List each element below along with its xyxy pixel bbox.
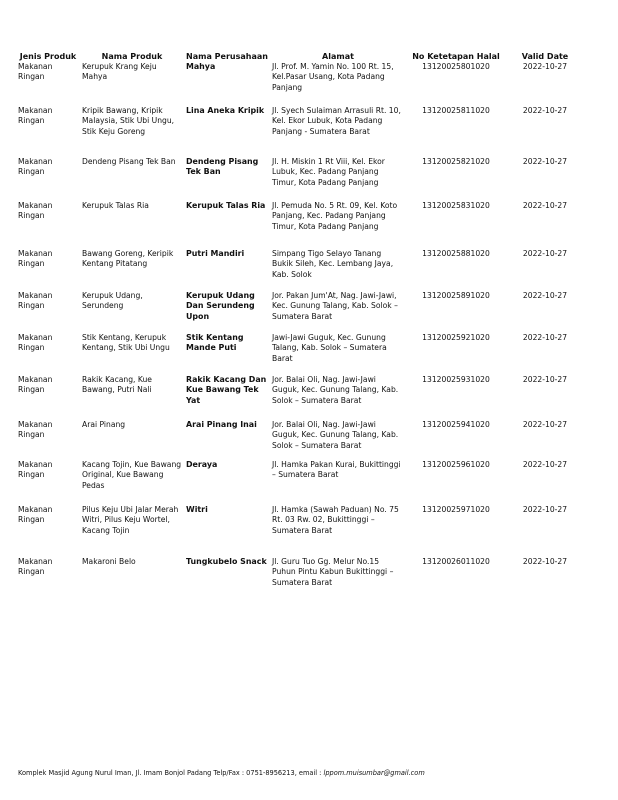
- cell-nama-perusahaan: Lina Aneka Kripik: [186, 106, 265, 115]
- cell-valid-date: 2022-10-27: [522, 249, 568, 258]
- cell-nama-perusahaan: Kerupuk Udang Dan Serundeng Upon: [186, 291, 255, 321]
- table-row: [16, 106, 584, 157]
- cell-jenis-produk: Makanan Ringan: [18, 106, 53, 126]
- cell-alamat: Jl. Syech Sulaiman Arrasuli Rt. 10, Kel. Ekor Lubuk, Kota Padang Panjang - Sumatera Barat: [272, 106, 401, 136]
- cell-jenis-produk: Makanan Ringan: [18, 460, 53, 480]
- table-row: [16, 249, 584, 291]
- table-row: [16, 157, 584, 201]
- cell-alamat: Jor. Balai Oli, Nag. Jawi-Jawi Guguk, Kec. Gunung Talang, Kab. Solok – Sumatera Barat: [272, 375, 399, 405]
- cell-nama-produk: Dendeng Pisang Tek Ban: [82, 157, 176, 166]
- cell-alamat: Jl. Hamka (Sawah Paduan) No. 75 Rt. 03 Rw. 02, Bukittinggi – Sumatera Barat: [272, 505, 399, 535]
- table-header-row: [16, 52, 584, 62]
- cell-no-ketetapan-halal: 13120025881020: [422, 249, 490, 258]
- cell-no-ketetapan-halal: 13120025921020: [422, 333, 490, 342]
- cell-jenis-produk: Makanan Ringan: [18, 505, 53, 525]
- cell-alamat: Jawi-Jawi Guguk, Kec. Gunung Talang, Kab. Solok – Sumatera Barat: [272, 333, 387, 363]
- cell-nama-perusahaan: Witri: [186, 505, 208, 514]
- cell-alamat: Jl. Pemuda No. 5 Rt. 09, Kel. Koto Panjang, Kec. Padang Panjang Timur, Kota Padang Panjang: [272, 201, 398, 231]
- cell-jenis-produk: Makanan Ringan: [18, 333, 53, 353]
- cell-nama-perusahaan: Arai Pinang Inai: [186, 420, 257, 429]
- cell-alamat: Jl. Prof. M. Yamin No. 100 Rt. 15, Kel.Pasar Usang, Kota Padang Panjang: [272, 62, 394, 92]
- cell-valid-date: 2022-10-27: [522, 505, 568, 514]
- cell-valid-date: 2022-10-27: [522, 201, 568, 210]
- header-nama-produk: Nama Produk: [101, 52, 163, 61]
- cell-no-ketetapan-halal: 13120025931020: [422, 375, 490, 384]
- cell-nama-produk: Bawang Goreng, Keripik Kentang Pitatang: [82, 249, 174, 269]
- header-jenis-produk: Jenis Produk: [19, 52, 77, 61]
- cell-jenis-produk: Makanan Ringan: [18, 557, 53, 577]
- cell-no-ketetapan-halal: 13120025821020: [422, 157, 490, 166]
- cell-nama-perusahaan: Dendeng Pisang Tek Ban: [186, 157, 259, 177]
- header-valid-date: Valid Date: [521, 52, 569, 61]
- table-row: [16, 505, 584, 557]
- cell-no-ketetapan-halal: 13120025891020: [422, 291, 490, 300]
- cell-jenis-produk: Makanan Ringan: [18, 291, 53, 311]
- cell-nama-produk: Kacang Tojin, Kue Bawang Original, Kue Bawang Pedas: [82, 460, 182, 490]
- footer-address: Komplek Masjid Agung Nurul Iman, Jl. Imam Bonjol Padang Telp/Fax : 0751-8956213, email :: [18, 769, 324, 777]
- cell-jenis-produk: Makanan Ringan: [18, 375, 53, 395]
- cell-valid-date: 2022-10-27: [522, 375, 568, 384]
- cell-no-ketetapan-halal: 13120025941020: [422, 420, 490, 429]
- cell-nama-produk: Kerupuk Talas Ria: [82, 201, 149, 210]
- cell-no-ketetapan-halal: 13120025801020: [422, 62, 490, 71]
- cell-no-ketetapan-halal: 13120025971020: [422, 505, 490, 514]
- table-row: [16, 62, 584, 106]
- cell-alamat: Jor. Pakan Jum'At, Nag. Jawi-Jawi, Kec. Gunung Talang, Kab. Solok – Sumatera Barat: [272, 291, 398, 321]
- header-nama-perusahaan: Nama Perusahaan: [186, 52, 268, 61]
- cell-no-ketetapan-halal: 13120026011020: [422, 557, 490, 566]
- cell-alamat: Jor. Balai Oli, Nag. Jawi-Jawi Guguk, Kec. Gunung Talang, Kab. Solok – Sumatera Barat: [272, 420, 399, 450]
- cell-valid-date: 2022-10-27: [522, 557, 568, 566]
- cell-nama-produk: Arai Pinang: [82, 420, 126, 429]
- cell-no-ketetapan-halal: 13120025831020: [422, 201, 490, 210]
- cell-alamat: Simpang Tigo Selayo Tanang Bukik Sileh, Kec. Lembang Jaya, Kab. Solok: [272, 249, 394, 279]
- cell-no-ketetapan-halal: 13120025811020: [422, 106, 490, 115]
- cell-nama-perusahaan: Mahya: [186, 62, 216, 71]
- table-row: [16, 375, 584, 420]
- cell-no-ketetapan-halal: 13120025961020: [422, 460, 490, 469]
- cell-nama-produk: Kerupuk Udang, Serundeng: [82, 291, 143, 311]
- cell-alamat: Jl. Hamka Pakan Kurai, Bukittinggi – Sumatera Barat: [272, 460, 401, 480]
- cell-nama-produk: Kripik Bawang, Kripik Malaysia, Stik Ubi Ungu, Stik Keju Goreng: [82, 106, 175, 136]
- cell-jenis-produk: Makanan Ringan: [18, 201, 53, 221]
- table-row: [16, 460, 584, 505]
- cell-valid-date: 2022-10-27: [522, 106, 568, 115]
- cell-nama-produk: Kerupuk Krang Keju Mahya: [82, 62, 157, 82]
- cell-valid-date: 2022-10-27: [522, 460, 568, 469]
- cell-nama-produk: Pilus Keju Ubi Jalar Merah Witri, Pilus Keju Wortel, Kacang Tojin: [82, 505, 179, 535]
- cell-jenis-produk: Makanan Ringan: [18, 249, 53, 269]
- cell-jenis-produk: Makanan Ringan: [18, 62, 53, 82]
- halal-certificate-table: [16, 52, 584, 601]
- table-row: [16, 557, 584, 601]
- footer-email: lppom.muisumbar@gmail.com: [323, 769, 425, 777]
- cell-nama-perusahaan: Rakik Kacang Dan Kue Bawang Tek Yat: [186, 375, 267, 405]
- table-row: [16, 333, 584, 375]
- cell-jenis-produk: Makanan Ringan: [18, 420, 53, 440]
- cell-alamat: Jl. Guru Tuo Gg. Melur No.15 Puhun Pintu Kabun Bukittinggi – Sumatera Barat: [272, 557, 394, 587]
- cell-valid-date: 2022-10-27: [522, 62, 568, 71]
- header-alamat: Alamat: [322, 52, 354, 61]
- cell-nama-perusahaan: Deraya: [186, 460, 218, 469]
- cell-nama-perusahaan: Tungkubelo Snack: [186, 557, 267, 566]
- table-row: [16, 420, 584, 460]
- cell-valid-date: 2022-10-27: [522, 333, 568, 342]
- table-row: [16, 291, 584, 333]
- cell-nama-produk: Stik Kentang, Kerupuk Kentang, Stik Ubi Ungu: [82, 333, 170, 353]
- cell-nama-produk: Makaroni Belo: [82, 557, 136, 566]
- cell-alamat: Jl. H. Miskin 1 Rt Viii, Kel. Ekor Lubuk, Kec. Padang Panjang Timur, Kota Padang Panjang: [272, 157, 385, 187]
- cell-valid-date: 2022-10-27: [522, 157, 568, 166]
- cell-valid-date: 2022-10-27: [522, 420, 568, 429]
- cell-nama-perusahaan: Stik Kentang Mande Puti: [186, 333, 244, 353]
- header-no-ketetapan-halal: No Ketetapan Halal: [412, 52, 500, 61]
- cell-nama-perusahaan: Kerupuk Talas Ria: [186, 201, 266, 210]
- table-row: [16, 201, 584, 249]
- page-footer: [18, 769, 425, 777]
- cell-valid-date: 2022-10-27: [522, 291, 568, 300]
- cell-jenis-produk: Makanan Ringan: [18, 157, 53, 177]
- cell-nama-produk: Rakik Kacang, Kue Bawang, Putri Nali: [82, 375, 152, 395]
- cell-nama-perusahaan: Putri Mandiri: [186, 249, 245, 258]
